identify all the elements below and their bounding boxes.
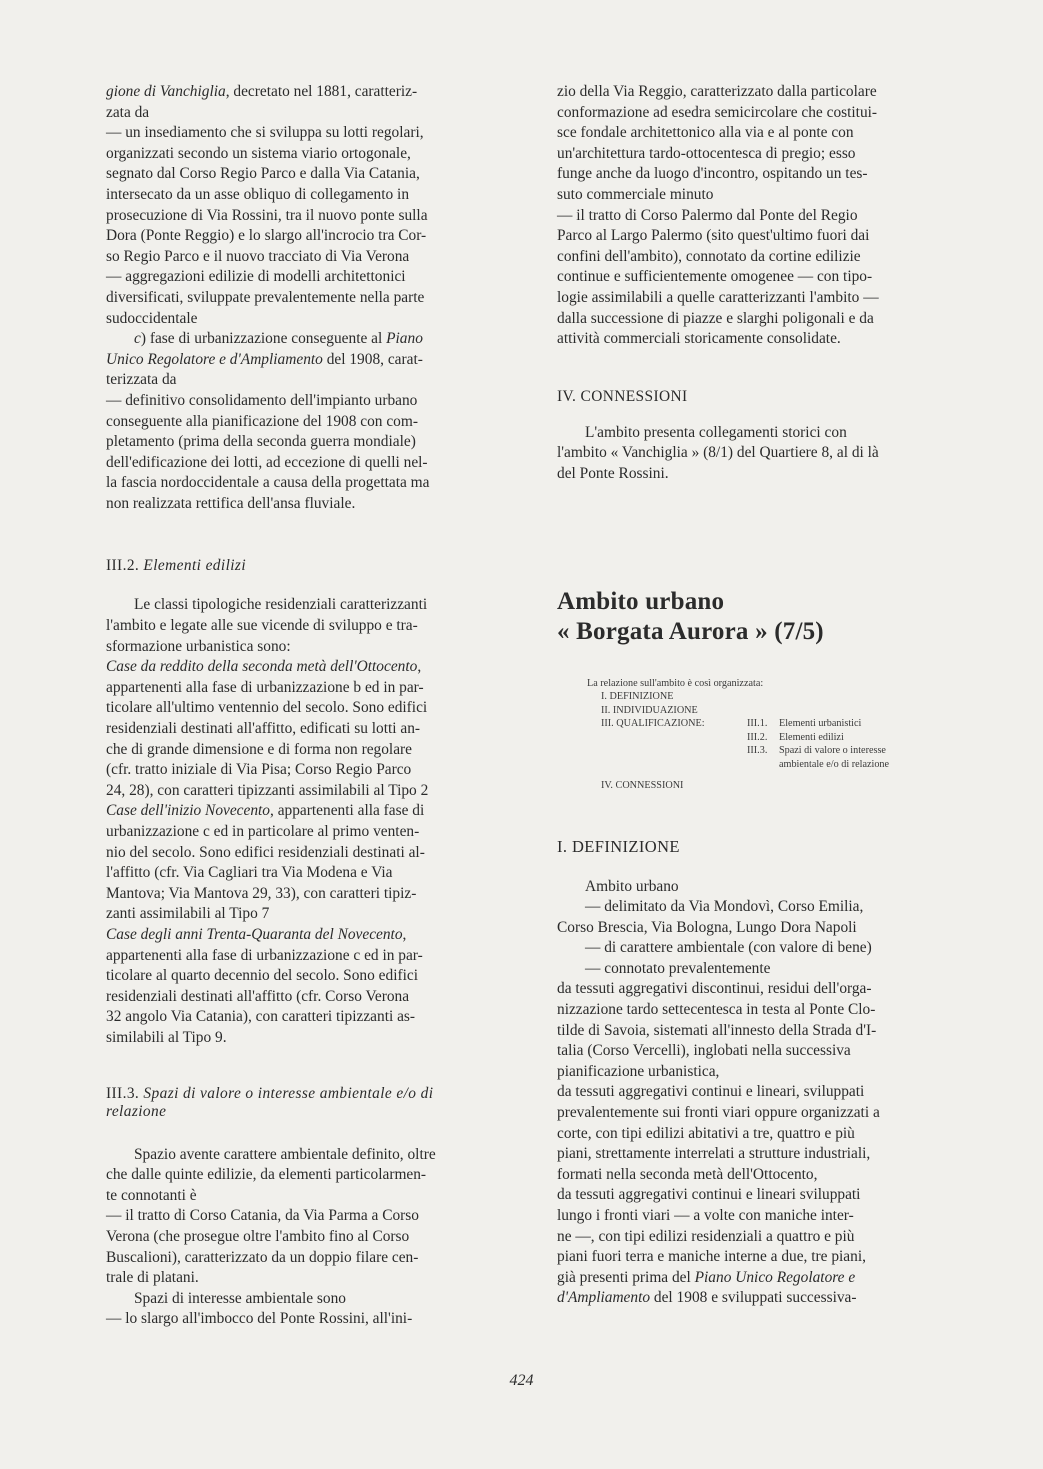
- toc-sub-line: ambientale e/o di relazione: [779, 758, 890, 770]
- text-line: trale di platani.: [106, 1269, 199, 1287]
- text-line: 32 angolo Via Catania), con caratteri tipizzanti as-: [106, 1008, 416, 1026]
- page-number: 424: [509, 1372, 534, 1389]
- text-line: relazione: [106, 1102, 167, 1120]
- text-line: ticolare al quarto decennio del secolo. Sono edifici: [106, 967, 418, 985]
- text-line: — di carattere ambientale (con valore di bene): [585, 939, 872, 957]
- text-line: un'architettura tardo-ottocentesca di pregio; esso: [557, 144, 856, 162]
- text-line: da tessuti aggregativi continui e lineari sviluppati: [557, 1186, 861, 1204]
- left-column: [106, 82, 514, 1330]
- text-line: conseguente alla pianificazione del 1908 con com-: [106, 412, 418, 430]
- text-line: gione di Vanchiglia, decretato nel 1881, caratteriz-: [106, 83, 418, 100]
- toc-sub: Elementi urbanistici: [779, 718, 862, 729]
- text-line: l'ambito e legate alle sue vicende di sviluppo e tra-: [106, 617, 418, 635]
- text-line: piani fuori terra e maniche interne a due, tre piani,: [557, 1248, 866, 1266]
- table-of-contents: [557, 677, 965, 793]
- text-line: Unico Regolatore e d'Ampliamento del 1908, carat-: [106, 350, 423, 368]
- text-line: te connotanti è: [106, 1186, 197, 1204]
- text-line: Dora (Ponte Reggio) e lo slargo all'incrocio tra Cor-: [106, 227, 427, 245]
- text-line: L'ambito presenta collegamenti storici con: [585, 423, 847, 441]
- text-line: c) fase di urbanizzazione conseguente al Piano: [134, 330, 423, 348]
- text-line: la fascia nordoccidentale a causa della progettata ma: [106, 474, 430, 492]
- text-line: 24, 28), con caratteri tipizzanti assimilabili al Tipo 2: [106, 781, 429, 799]
- text-line: so Regio Parco e il nuovo tracciato di Via Verona: [106, 247, 410, 265]
- text-line: confini dell'ambito), connotato da cortine edilizie: [557, 247, 861, 265]
- toc-intro: La relazione sull'ambito è così organizzata:: [587, 677, 764, 689]
- text-line: — definitivo consolidamento dell'impianto urbano: [106, 391, 418, 409]
- text-line: appartenenti alla fase di urbanizzazione c ed in par-: [106, 946, 423, 964]
- text-line: piani, strettamente interrelati a strutture industriali,: [557, 1145, 871, 1163]
- text-line: Spazio avente carattere ambientale definito, oltre: [134, 1145, 436, 1163]
- text-line: ticolare all'ultimo ventennio del secolo. Sono edifici: [106, 699, 428, 717]
- text-line: nio del secolo. Sono edifici residenziali destinati al-: [106, 843, 425, 861]
- text-line: sudoccidentale: [106, 309, 198, 327]
- toc-item: [587, 717, 965, 731]
- text-line: — il tratto di Corso Palermo dal Ponte del Regio: [557, 206, 858, 224]
- text-line: sformazione urbanistica sono:: [106, 637, 291, 655]
- left-top-text: [106, 82, 514, 514]
- text-line: residenziali destinati all'affitto (cfr. Corso Verona: [106, 987, 410, 1005]
- text-line: d'Ampliamento del 1908 e sviluppati successiva-: [557, 1289, 857, 1307]
- title-line: Ambito urbano: [557, 587, 725, 615]
- text-line: residenziali destinati all'affitto, edificati su lotti an-: [106, 720, 421, 738]
- text-line: — un insediamento che si sviluppa su lotti regolari,: [106, 124, 424, 142]
- toc-item: [587, 744, 965, 771]
- text-line: pianificazione urbanistica,: [557, 1062, 720, 1080]
- section-heading-iii2: III.2. Elementi edilizi: [106, 557, 246, 575]
- toc-sub-line: Spazi di valore o interesse: [779, 745, 886, 756]
- text-line: lungo i fronti viari — a volte con maniche inter-: [557, 1207, 854, 1224]
- text-line: l'affitto (cfr. Via Cagliari tra Via Modena e Via: [106, 864, 393, 882]
- toc-item: [587, 731, 965, 745]
- section-heading-i: I. DEFINIZIONE: [557, 836, 680, 856]
- text-line: — aggregazioni edilizie di modelli architettonici: [106, 268, 406, 286]
- section-iii3-body: [106, 1145, 514, 1330]
- text-line: formati nella seconda metà dell'Ottocento,: [557, 1165, 818, 1183]
- text-line: che di grande dimensione e di forma non regolare: [106, 740, 412, 758]
- text-line: prosecuzione di Via Rossini, tra il nuovo ponte sulla: [106, 206, 428, 224]
- text-line: che dalle quinte edilizie, da elementi particolarmen-: [106, 1166, 427, 1184]
- text-line: pletamento (prima della seconda guerra mondiale): [106, 433, 416, 451]
- text-line: Parco al Largo Palermo (sito quest'ultimo fuori dai: [557, 227, 870, 245]
- toc-item: II. INDIVIDUAZIONE: [601, 704, 698, 716]
- text-line: nizzazione tardo settecentesca in testa al Ponte Clo-: [557, 1001, 876, 1019]
- text-line: dell'edificazione dei lotti, ad eccezione di quelli nel-: [106, 453, 428, 471]
- section-i-body: [557, 877, 965, 1309]
- text-line: suto commerciale minuto: [557, 185, 714, 203]
- toc-sub: Elementi edilizi: [779, 731, 844, 743]
- toc-sub: [779, 744, 889, 771]
- text-line: Verona (che prosegue oltre l'ambito fino al Corso: [106, 1227, 410, 1245]
- text-line: Case degli anni Trenta-Quaranta del Novecento,: [106, 925, 407, 943]
- text-line: zio della Via Reggio, caratterizzato dalla particolare: [557, 83, 877, 100]
- text-line: funge anche da luogo d'incontro, ospitando un tes-: [557, 165, 868, 183]
- toc-label: III. QUALIFICAZIONE:: [601, 718, 705, 729]
- text-line: prevalentemente sui fronti viari oppure organizzati a: [557, 1104, 880, 1122]
- toc-item: IV. CONNESSIONI: [601, 780, 684, 791]
- text-line: Corso Brescia, Via Bologna, Lungo Dora Napoli: [557, 918, 857, 936]
- text-line: — il tratto di Corso Catania, da Via Parma a Corso: [106, 1207, 419, 1225]
- text-line: — delimitato da Via Mondovì, Corso Emilia,: [585, 898, 864, 916]
- text-line: (cfr. tratto iniziale di Via Pisa; Corso Regio Parco: [106, 761, 412, 779]
- right-top-text: [557, 82, 965, 350]
- text-line: zata da: [106, 103, 150, 121]
- text-line: attività commerciali storicamente consolidate.: [557, 330, 841, 348]
- text-line: urbanizzazione c ed in particolare al primo venten-: [106, 823, 420, 840]
- text-line: del Ponte Rossini.: [557, 464, 669, 482]
- text-line: conformazione ad esedra semicircolare che costitui-: [557, 103, 878, 121]
- text-line: l'ambito « Vanchiglia » (8/1) del Quartiere 8, al di là: [557, 444, 879, 462]
- text-line: ne —, con tipi edilizi residenziali a quattro e più: [557, 1227, 855, 1245]
- text-line: continue e sufficientemente omogenee — con tipo-: [557, 268, 873, 286]
- text-line: intersecato da un asse obliquo di collegamento in: [106, 185, 410, 203]
- text-line: organizzati secondo un sistema viario ortogonale,: [106, 144, 411, 162]
- text-line: non realizzata rettifica dell'ansa fluviale.: [106, 494, 356, 512]
- text-line: da tessuti aggregativi continui e lineari, sviluppati: [557, 1083, 865, 1101]
- text-line: tilde di Savoia, sistemati all'innesto della Strada d'I-: [557, 1021, 877, 1039]
- text-line: segnato dal Corso Regio Parco e dalla Via Catania,: [106, 165, 420, 183]
- page-title: [557, 587, 965, 647]
- text-line: terizzata da: [106, 371, 177, 389]
- text-line: Le classi tipologiche residenziali caratterizzanti: [134, 596, 428, 614]
- text-line: dalla successione di piazze e slarghi poligonali e da: [557, 309, 874, 327]
- toc-item: I. DEFINIZIONE: [601, 691, 674, 702]
- text-line: Case da reddito della seconda metà dell'Ottocento,: [106, 658, 422, 676]
- text-line: diversificati, sviluppate prevalentemente nella parte: [106, 288, 425, 306]
- text-line: logie assimilabili a quelle caratterizzanti l'ambito —: [557, 288, 879, 306]
- title-line: « Borgata Aurora » (7/5): [557, 617, 824, 645]
- toc-num: III.2.: [747, 731, 768, 743]
- text-line: III.3. Spazi di valore o interesse ambientale e/o di: [106, 1084, 434, 1102]
- section-heading-iv: IV. CONNESSIONI: [557, 387, 688, 405]
- section-heading-iii3: [106, 1085, 514, 1121]
- text-line: — connotato prevalentemente: [585, 959, 771, 977]
- text-line: corte, con tipi edilizi abitativi a tre, quattro e più: [557, 1124, 855, 1142]
- section-iii2-body: [106, 595, 514, 1048]
- text-line: similabili al Tipo 9.: [106, 1028, 227, 1046]
- text-line: Ambito urbano: [585, 877, 679, 895]
- toc-num: III.1.: [747, 718, 768, 729]
- text-line: sce fondale architettonico alla via e al ponte con: [557, 124, 854, 142]
- text-line: già presenti prima del Piano Unico Regolatore e: [557, 1268, 856, 1286]
- text-line: appartenenti alla fase di urbanizzazione b ed in par-: [106, 678, 424, 696]
- text-line: Buscalioni), caratterizzato da un doppio filare cen-: [106, 1248, 419, 1266]
- text-line: talia (Corso Vercelli), inglobati nella successiva: [557, 1042, 851, 1060]
- text-line: Mantova; Via Mantova 29, 33), con caratteri tipiz-: [106, 884, 417, 902]
- text-line: da tessuti aggregativi discontinui, residui dell'orga-: [557, 980, 872, 998]
- text-line: Case dell'inizio Novecento, appartenenti alla fase di: [106, 802, 425, 820]
- text-line: — lo slargo all'imbocco del Ponte Rossini, all'ini-: [106, 1310, 413, 1328]
- right-column: [557, 82, 965, 1309]
- text-line: Spazi di interesse ambientale sono: [134, 1289, 346, 1307]
- toc-num: III.3.: [747, 745, 768, 756]
- section-iv-body: [557, 423, 965, 485]
- text-line: zanti assimilabili al Tipo 7: [106, 905, 270, 923]
